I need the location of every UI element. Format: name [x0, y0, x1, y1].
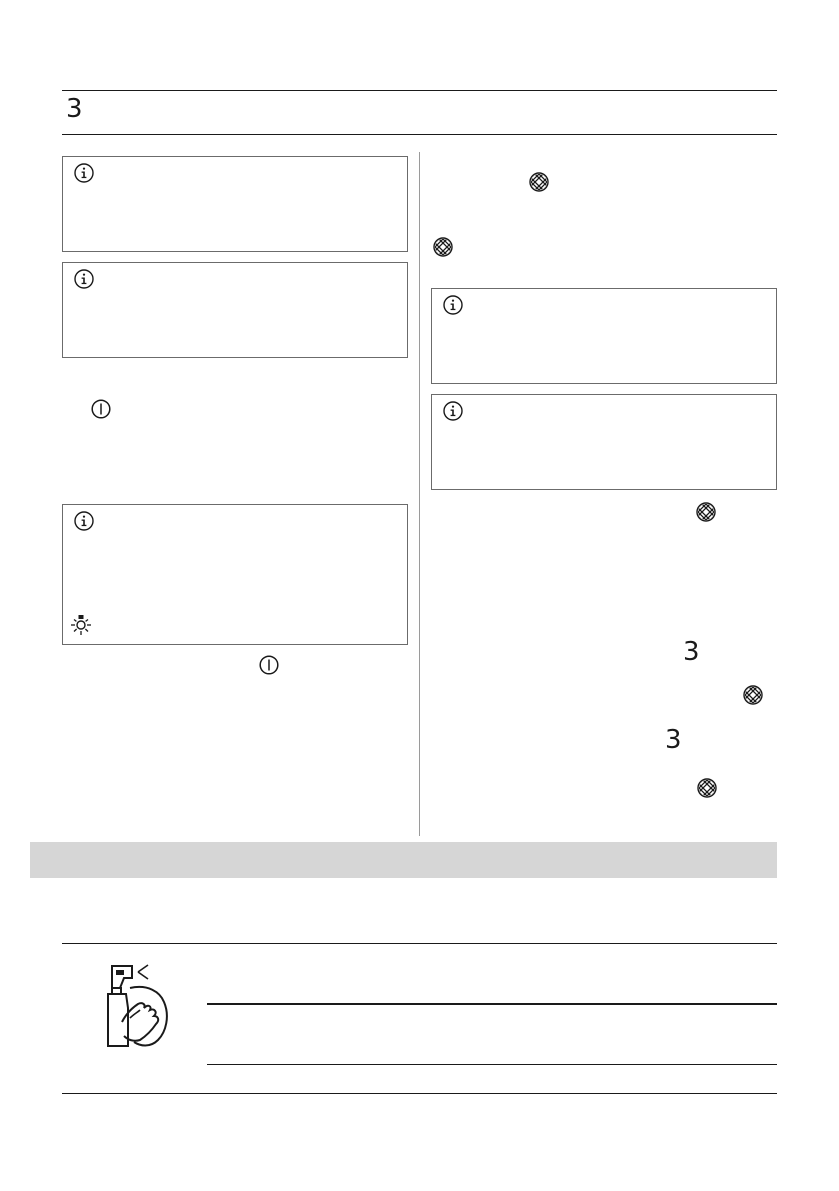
power-icon	[259, 655, 279, 675]
header-top-rule	[62, 90, 777, 91]
step-digit-inline: 3	[665, 725, 682, 755]
cleaning-inner-bottom-rule	[207, 1064, 777, 1065]
step-digit-inline: 3	[683, 637, 700, 667]
header-step-number: 3	[66, 94, 83, 124]
lamp-icon	[69, 613, 93, 637]
cleaning-bottom-rule	[62, 1093, 777, 1094]
grill-icon	[697, 778, 717, 798]
column-divider	[419, 152, 420, 836]
info-note-box	[431, 288, 777, 384]
info-note-box	[62, 504, 408, 645]
grill-icon	[743, 685, 763, 705]
info-icon	[443, 401, 463, 421]
grill-icon	[696, 502, 716, 522]
info-icon	[443, 295, 463, 315]
info-icon	[74, 511, 94, 531]
info-icon	[74, 163, 94, 183]
header-bottom-rule	[62, 134, 777, 135]
info-note-box	[62, 262, 408, 358]
power-icon	[91, 399, 111, 419]
grill-icon	[529, 172, 549, 192]
spray-bottle-cleaning-icon	[100, 962, 172, 1052]
grill-icon	[433, 237, 453, 257]
cleaning-top-rule	[62, 943, 777, 944]
info-note-box	[62, 156, 408, 252]
cleaning-inner-rule	[207, 1003, 777, 1005]
info-note-box	[431, 394, 777, 490]
info-icon	[74, 269, 94, 289]
section-heading-band	[30, 842, 777, 878]
